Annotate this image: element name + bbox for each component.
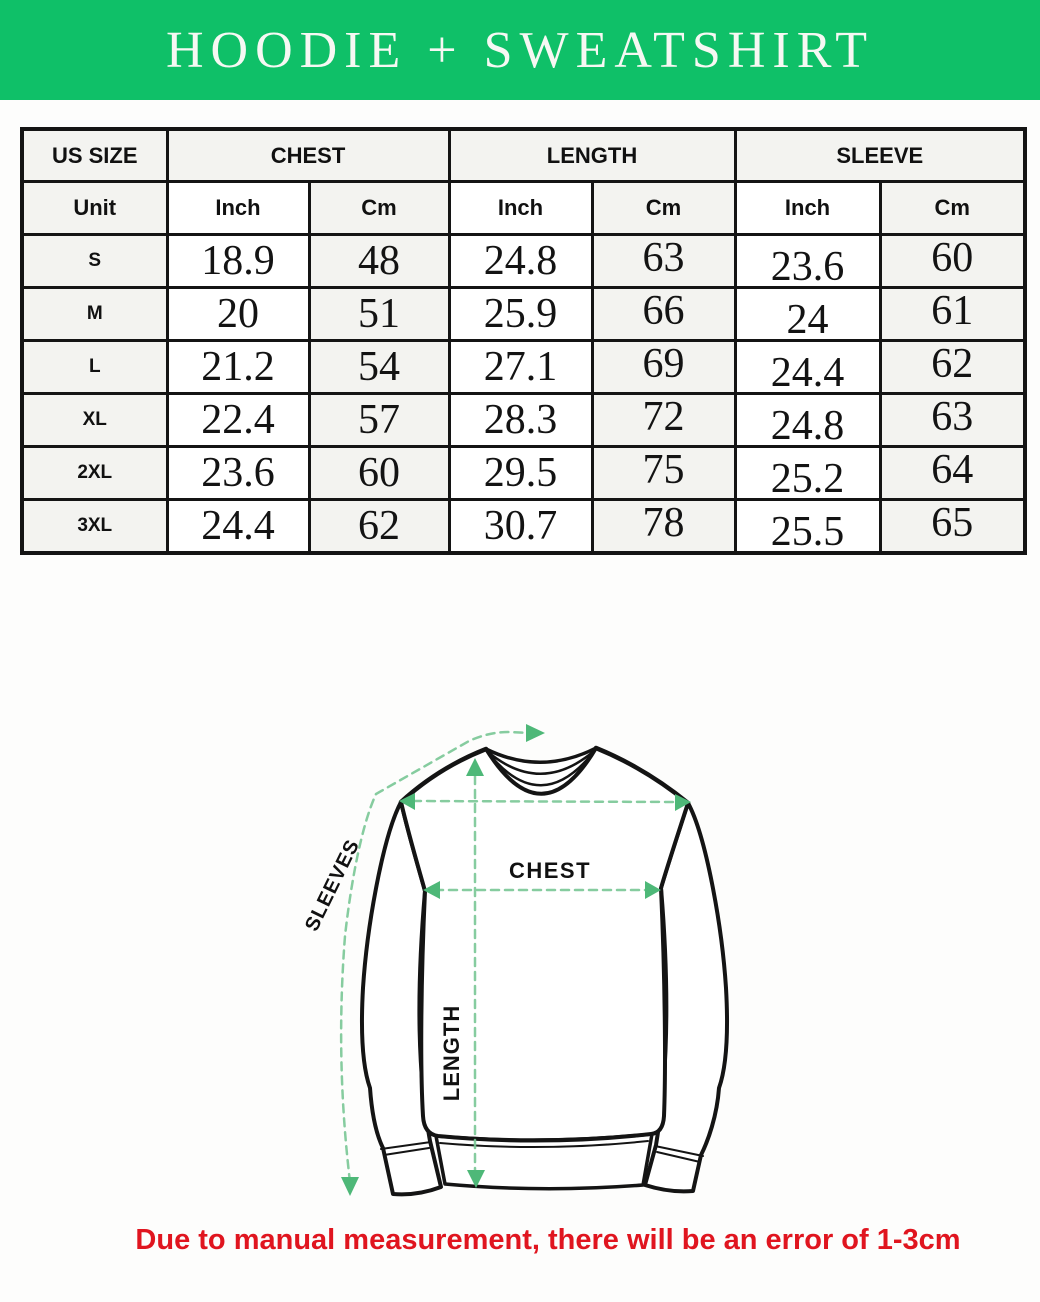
table-row-3xl <box>22 500 1025 554</box>
page-title: HOODIE + SWEATSHIRT <box>165 21 875 79</box>
sleeve-arrow-right-icon <box>526 724 545 742</box>
sleeve-cm-cell: 60 <box>880 235 1025 288</box>
length-cm-cell: 63 <box>592 235 735 288</box>
unit-inch-cell: Inch <box>449 182 592 235</box>
size-cell: L <box>22 341 167 394</box>
length-cm-cell: 66 <box>592 288 735 341</box>
chest-cm-cell: 62 <box>309 500 449 554</box>
sleeve-inch-cell: 25.5 <box>735 500 880 554</box>
length-label: LENGTH <box>439 1004 464 1102</box>
col-header-length: LENGTH <box>449 129 735 182</box>
length-inch-cell: 30.7 <box>449 500 592 554</box>
chest-inch-cell: 20 <box>167 288 309 341</box>
sleeve-cm-cell: 64 <box>880 447 1025 500</box>
unit-label-cell: Unit <box>22 182 167 235</box>
sleeve-inch-cell: 24.8 <box>735 394 880 447</box>
sleeve-inch-cell: 23.6 <box>735 235 880 288</box>
length-cm-cell: 78 <box>592 500 735 554</box>
unit-cm-cell: Cm <box>309 182 449 235</box>
length-cm-cell: 69 <box>592 341 735 394</box>
chest-inch-cell: 24.4 <box>167 500 309 554</box>
length-inch-cell: 24.8 <box>449 235 592 288</box>
measurement-note: Due to manual measurement, there will be an error of 1-3cm <box>135 1224 961 1256</box>
col-header-us-size: US SIZE <box>22 129 167 182</box>
unit-inch-cell: Inch <box>735 182 880 235</box>
chest-cm-cell: 60 <box>309 447 449 500</box>
sleeves-label: SLEEVES <box>300 835 365 935</box>
chest-cm-cell: 48 <box>309 235 449 288</box>
sleeve-inch-cell: 24.4 <box>735 341 880 394</box>
chest-cm-cell: 54 <box>309 341 449 394</box>
chest-cm-cell: 51 <box>309 288 449 341</box>
length-inch-cell: 29.5 <box>449 447 592 500</box>
size-cell: S <box>22 235 167 288</box>
col-header-chest: CHEST <box>167 129 449 182</box>
length-cm-cell: 72 <box>592 394 735 447</box>
size-cell: 2XL <box>22 447 167 500</box>
sleeve-arrow-down-icon <box>341 1177 359 1196</box>
unit-inch-cell: Inch <box>167 182 309 235</box>
size-cell: XL <box>22 394 167 447</box>
unit-cm-cell: Cm <box>592 182 735 235</box>
size-cell: 3XL <box>22 500 167 554</box>
col-header-sleeve: SLEEVE <box>735 129 1025 182</box>
chest-inch-cell: 21.2 <box>167 341 309 394</box>
table-row-l <box>22 341 1025 394</box>
table-row-m <box>22 288 1025 341</box>
length-inch-cell: 25.9 <box>449 288 592 341</box>
chest-inch-cell: 23.6 <box>167 447 309 500</box>
length-inch-cell: 27.1 <box>449 341 592 394</box>
sleeve-cm-cell: 65 <box>880 500 1025 554</box>
chest-cm-cell: 57 <box>309 394 449 447</box>
size-cell: M <box>22 288 167 341</box>
table-row-s <box>22 235 1025 288</box>
chest-inch-cell: 18.9 <box>167 235 309 288</box>
chest-inch-cell: 22.4 <box>167 394 309 447</box>
table-row-xl <box>22 394 1025 447</box>
chest-label: CHEST <box>508 858 592 883</box>
table-row-2xl <box>22 447 1025 500</box>
banner <box>0 0 1040 100</box>
sleeve-cm-cell: 62 <box>880 341 1025 394</box>
table-group-header-row <box>22 129 1025 182</box>
size-table <box>20 127 1027 555</box>
unit-cm-cell: Cm <box>880 182 1025 235</box>
sleeve-cm-cell: 61 <box>880 288 1025 341</box>
sleeve-inch-cell: 25.2 <box>735 447 880 500</box>
length-cm-cell: 75 <box>592 447 735 500</box>
length-inch-cell: 28.3 <box>449 394 592 447</box>
sleeve-inch-cell: 24 <box>735 288 880 341</box>
sweatshirt-diagram <box>293 696 763 1220</box>
sleeve-cm-cell: 63 <box>880 394 1025 447</box>
table-unit-row <box>22 182 1025 235</box>
